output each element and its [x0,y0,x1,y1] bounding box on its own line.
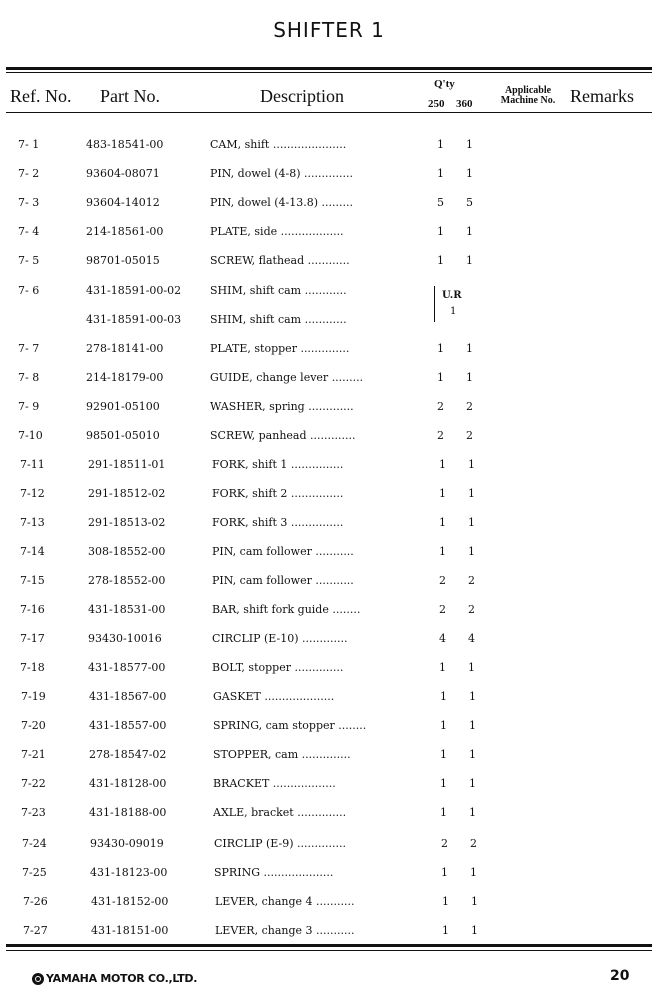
qty-250: 1 [442,924,449,937]
qty-250: 1 [437,167,444,180]
qty-360: 2 [466,400,473,413]
ref-number: 7- 2 [18,167,40,180]
part-number: 278-18547-02 [89,748,167,761]
ref-number: 7-15 [20,574,45,587]
qty-360: 1 [468,661,475,674]
part-number: 93430-10016 [88,632,162,645]
part-number: 431-18577-00 [88,661,166,674]
part-number: 98501-05010 [86,429,160,442]
ref-number: 7- 3 [18,196,40,209]
part-description: FORK, shift 2 ............... [212,487,344,500]
part-number: 291-18511-01 [88,458,166,471]
ref-number: 7-22 [21,777,46,790]
header-qty-250: 250 [428,98,445,110]
part-description: FORK, shift 3 ............... [212,516,344,529]
header-applicable-line2: Machine No. [500,95,556,106]
header-top-rule [6,67,652,70]
part-number: 431-18531-00 [88,603,166,616]
part-number: 431-18188-00 [89,806,167,819]
part-description: SPRING .................... [214,866,334,879]
qty-360: 1 [471,924,478,937]
part-description: AXLE, bracket .............. [213,806,347,819]
part-number: 93430-09019 [90,837,164,850]
part-number: 483-18541-00 [86,138,164,151]
qty-250: 1 [442,895,449,908]
header-qty-360: 360 [456,98,473,110]
ref-number: 7-18 [20,661,45,674]
ref-number: 7-25 [22,866,47,879]
table-row [0,748,658,768]
part-number: 278-18141-00 [86,342,164,355]
qty-360: 1 [469,690,476,703]
qty-360: 2 [470,837,477,850]
part-number: 92901-05100 [86,400,160,413]
qty-250: 1 [439,458,446,471]
header-applicable [492,86,564,106]
table-row [0,777,658,797]
tuning-fork-logo-icon [32,973,44,985]
qty-360: 2 [468,603,475,616]
qty-360: 2 [466,429,473,442]
part-number: 431-18591-00-03 [86,313,182,326]
part-description: WASHER, spring ............. [210,400,354,413]
part-description: LEVER, change 4 ........... [215,895,355,908]
qty-360: 1 [466,371,473,384]
part-description: BAR, shift fork guide ........ [212,603,361,616]
part-description: GUIDE, change lever ......... [210,371,364,384]
part-number: 214-18179-00 [86,371,164,384]
table-row [0,138,658,158]
qty-250: 2 [441,837,448,850]
part-number: 214-18561-00 [86,225,164,238]
part-description: PIN, dowel (4-13.8) ......... [210,196,354,209]
qty-250: 1 [439,545,446,558]
ref-number: 7-17 [20,632,45,645]
qty-250: 1 [439,661,446,674]
part-description: SPRING, cam stopper ........ [213,719,367,732]
header-remarks: Remarks [570,86,634,106]
table-row [0,837,658,857]
shim-note-line2: 1 [450,306,457,317]
ref-number: 7-14 [20,545,45,558]
qty-360: 1 [466,138,473,151]
qty-250: 1 [437,138,444,151]
qty-360: 1 [469,719,476,732]
part-description: STOPPER, cam .............. [213,748,351,761]
qty-250: 2 [439,603,446,616]
qty-250: 1 [437,371,444,384]
shim-note-line1: U.R [442,290,462,301]
part-number: 98701-05015 [86,254,160,267]
table-row [0,603,658,623]
part-description: PIN, dowel (4-8) .............. [210,167,354,180]
part-number: 431-18123-00 [90,866,168,879]
part-number: 431-18567-00 [89,690,167,703]
table-row [0,458,658,478]
ref-number: 7-16 [20,603,45,616]
footer-rule [6,944,652,947]
table-row [0,545,658,565]
header-part-no: Part No. [100,86,160,106]
part-number: 431-18557-00 [89,719,167,732]
header-description: Description [260,86,344,106]
qty-360: 1 [468,516,475,529]
ref-number: 7-13 [20,516,45,529]
table-row [0,924,658,944]
table-row [0,284,658,304]
table-row [0,574,658,594]
header-ref-no: Ref. No. [10,86,72,106]
part-description: PIN, cam follower ........... [212,574,354,587]
part-description: SHIM, shift cam ............ [210,284,347,297]
ref-number: 7-11 [20,458,45,471]
ref-number: 7- 1 [18,138,40,151]
table-row [0,400,658,420]
qty-360: 1 [466,342,473,355]
part-description: CIRCLIP (E-10) ............. [212,632,348,645]
qty-250: 1 [440,806,447,819]
header-applicable-line1: Applicable [504,85,552,96]
qty-250: 1 [437,254,444,267]
header-bottom-rule [6,112,652,113]
ref-number: 7-23 [21,806,46,819]
ref-number: 7- 4 [18,225,40,238]
table-row [0,866,658,886]
ref-number: 7-12 [20,487,45,500]
qty-360: 1 [468,458,475,471]
part-number: 291-18512-02 [88,487,166,500]
qty-250: 2 [439,574,446,587]
footer-rule-thin [6,950,652,951]
part-number: 431-18591-00-02 [86,284,182,297]
qty-360: 1 [471,895,478,908]
part-description: PLATE, side .................. [210,225,344,238]
part-description: PIN, cam follower ........... [212,545,354,558]
qty-250: 1 [437,225,444,238]
qty-250: 2 [437,400,444,413]
ref-number: 7-10 [18,429,43,442]
part-number: 93604-14012 [86,196,160,209]
table-row [0,196,658,216]
ref-number: 7- 5 [18,254,40,267]
part-number: 278-18552-00 [88,574,166,587]
footer-company: YAMAHA MOTOR CO.,LTD. [46,972,198,985]
table-row [0,806,658,826]
table-row [0,632,658,652]
page-number: 20 [610,968,630,984]
qty-360: 1 [468,487,475,500]
qty-250: 1 [437,342,444,355]
qty-250: 1 [440,777,447,790]
table-row [0,225,658,245]
qty-360: 5 [466,196,473,209]
qty-360: 1 [469,748,476,761]
table-row [0,313,658,333]
qty-360: 1 [466,167,473,180]
qty-360: 2 [468,574,475,587]
part-description: BRACKET .................. [213,777,336,790]
ref-number: 7-27 [23,924,48,937]
shim-bracket [428,286,435,322]
part-description: GASKET .................... [213,690,335,703]
qty-360: 1 [470,866,477,879]
part-description: SCREW, panhead ............. [210,429,356,442]
part-description: CIRCLIP (E-9) .............. [214,837,346,850]
header-top-rule-thin [6,72,652,73]
qty-250: 1 [441,866,448,879]
qty-250: 1 [439,516,446,529]
qty-250: 1 [440,690,447,703]
part-description: SCREW, flathead ............ [210,254,350,267]
header-qty: Q'ty [434,78,455,90]
ref-number: 7-24 [22,837,47,850]
part-description: FORK, shift 1 ............... [212,458,344,471]
qty-360: 4 [468,632,475,645]
table-row [0,342,658,362]
part-description: LEVER, change 3 ........... [215,924,355,937]
table-row [0,661,658,681]
ref-number: 7-19 [21,690,46,703]
ref-number: 7- 8 [18,371,40,384]
table-row [0,690,658,710]
ref-number: 7- 7 [18,342,40,355]
table-row [0,167,658,187]
qty-250: 1 [439,487,446,500]
table-row [0,895,658,915]
table-row [0,487,658,507]
part-description: BOLT, stopper .............. [212,661,344,674]
qty-250: 1 [440,748,447,761]
table-row [0,371,658,391]
ref-number: 7- 6 [18,284,40,297]
ref-number: 7-26 [23,895,48,908]
qty-250: 4 [439,632,446,645]
qty-360: 1 [469,777,476,790]
ref-number: 7-20 [21,719,46,732]
qty-360: 1 [466,254,473,267]
table-row [0,254,658,274]
table-row [0,429,658,449]
part-description: SHIM, shift cam ............ [210,313,347,326]
ref-number: 7-21 [21,748,46,761]
part-description: CAM, shift ..................... [210,138,347,151]
yamaha-logo [32,972,197,985]
qty-250: 2 [437,429,444,442]
part-number: 93604-08071 [86,167,160,180]
part-description: PLATE, stopper .............. [210,342,350,355]
table-row [0,516,658,536]
qty-250: 5 [437,196,444,209]
page-title: SHIFTER 1 [273,18,385,42]
part-number: 308-18552-00 [88,545,166,558]
part-number: 431-18128-00 [89,777,167,790]
ref-number: 7- 9 [18,400,40,413]
qty-250: 1 [440,719,447,732]
table-row [0,719,658,739]
part-number: 291-18513-02 [88,516,166,529]
qty-360: 1 [468,545,475,558]
part-number: 431-18152-00 [91,895,169,908]
qty-360: 1 [469,806,476,819]
part-number: 431-18151-00 [91,924,169,937]
qty-360: 1 [466,225,473,238]
